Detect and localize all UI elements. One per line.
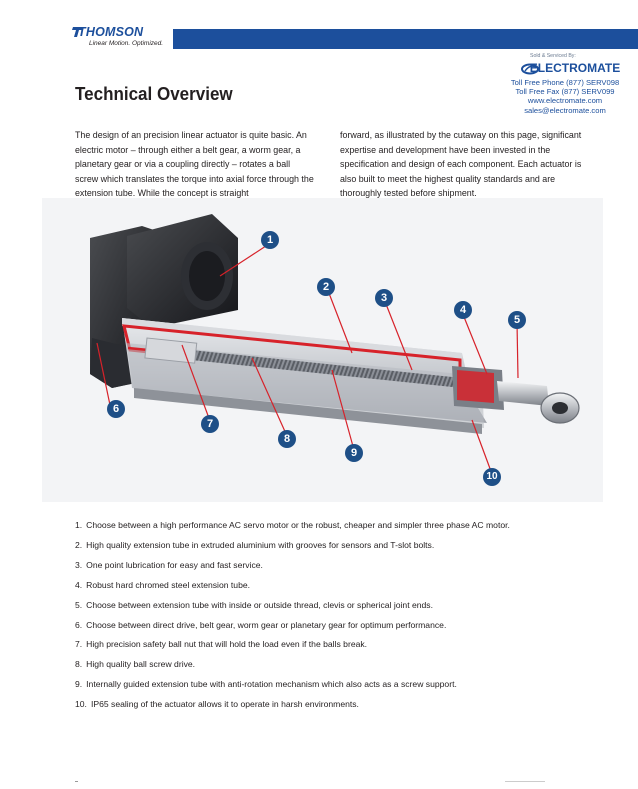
feature-list xyxy=(75,516,630,715)
linear-actuator-cutaway-illustration xyxy=(42,198,603,502)
callout-10: 10 xyxy=(483,468,501,486)
list-item: 4. Robust hard chromed steel extension tube. xyxy=(75,579,251,590)
dealer-brand: ELECTROMATE xyxy=(529,61,621,75)
header-bar xyxy=(173,29,638,49)
callout-7: 7 xyxy=(201,415,219,433)
callout-5: 5 xyxy=(508,311,526,329)
footer-mark-right xyxy=(505,781,545,782)
sold-by-label: Sold & Serviced By: xyxy=(530,53,576,59)
logo-tagline: Linear Motion. Optimized. xyxy=(89,40,164,47)
callout-2: 2 xyxy=(317,278,335,296)
callout-3: 3 xyxy=(375,289,393,307)
list-item: 2. High quality extension tube in extruded aluminium with grooves for sensors and T-slot bolts. xyxy=(75,539,435,550)
dealer-email[interactable]: sales@electromate.com xyxy=(524,105,606,115)
thomson-logo xyxy=(72,25,172,51)
page-title: Technical Overview xyxy=(75,83,233,104)
list-item: 10. IP65 sealing of the actuator allows it to operate in harsh environments. xyxy=(75,699,359,710)
list-item: 1. Choose between a high performance AC servo motor or the robust, cheaper and simpler three phase AC motor. xyxy=(75,520,510,530)
dealer-fax: Toll Free Fax (877) SERV099 xyxy=(515,87,615,97)
list-item: 8. High quality ball screw drive. xyxy=(75,659,196,670)
list-item: 7. High precision safety ball nut that will hold the load even if the balls break. xyxy=(75,639,368,650)
intro-paragraph-left: The design of an precision linear actuator is quite basic. An electric motor – through either a belt gear, a worm gear, a planetary gear or via a coupling directly – rotates a ball screw which translates the torque into axial force through the extension tube. While the concept is straight xyxy=(75,130,314,198)
callout-4: 4 xyxy=(454,301,472,319)
electromate-swoosh-icon xyxy=(521,63,539,75)
actuator-cutaway-figure xyxy=(42,198,603,502)
dealer-website[interactable]: www.electromate.com xyxy=(527,96,603,106)
logo-wordmark: THOMSON xyxy=(78,25,144,39)
callout-1: 1 xyxy=(261,231,279,249)
callout-6: 6 xyxy=(107,400,125,418)
list-item: 6. Choose between direct drive, belt gear, worm gear or planetary gear for optimum performance. xyxy=(75,619,447,630)
list-item: 5. Choose between extension tube with inside or outside thread, clevis or spherical joint ends. xyxy=(75,599,433,610)
footer-mark-left xyxy=(75,781,78,782)
list-item: 3. One point lubrication for easy and fast service. xyxy=(75,559,263,570)
callout-8: 8 xyxy=(278,430,296,448)
dealer-phone: Toll Free Phone (877) SERV098 xyxy=(510,78,620,87)
list-item: 9. Internally guided extension tube with anti-rotation mechanism which also acts as a screw support. xyxy=(75,679,457,690)
dealer-block xyxy=(500,53,630,115)
intro-paragraph-right: forward, as illustrated by the cutaway on this page, significant expertise and development have been invested in the specification and design of each component. Each actuator is also built to meet the highest quality standards and are thoroughly tested before shipment. xyxy=(340,130,582,198)
callout-9: 9 xyxy=(345,444,363,462)
